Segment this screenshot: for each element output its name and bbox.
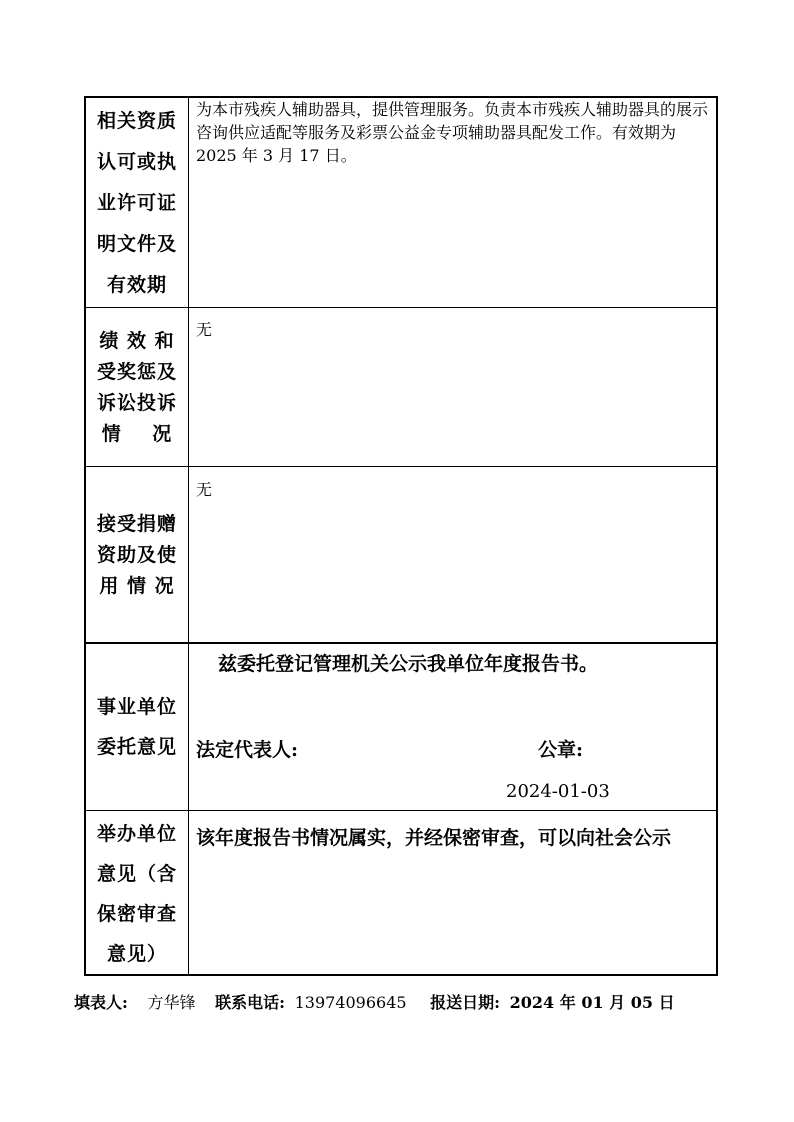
label-line: 资助及使 xyxy=(96,543,177,566)
label-line: 受奖惩及 xyxy=(96,360,177,383)
label-line: 明文件及 xyxy=(96,232,177,255)
performance-label xyxy=(86,308,188,467)
seal-label: 公章: xyxy=(538,739,584,761)
label-line: 意见（含 xyxy=(96,862,177,885)
sponsor-content: 该年度报告书情况属实，并经保密审查，可以向社会公示 xyxy=(196,827,672,849)
filler-name: 方华锋 xyxy=(147,993,196,1012)
entrust-label xyxy=(86,644,188,810)
label-line: 相关资质 xyxy=(96,109,177,132)
license-content: 为本市残疾人辅助器具，提供管理服务。负责本市残疾人辅助器具的展示咨询供应适配等服务及彩票公益金专项辅助器具配发工作。有效期为 2025 年 3 月 17 日。 xyxy=(196,100,709,165)
phone-number: 13974096645 xyxy=(294,993,407,1012)
performance-content: 无 xyxy=(196,320,213,339)
sponsor-label xyxy=(86,811,188,976)
filler-label: 填表人: xyxy=(74,993,128,1012)
submit-date: 2024 年 01 月 05 日 xyxy=(509,993,675,1012)
label-line: 诉讼投诉 xyxy=(96,391,177,414)
column-divider xyxy=(188,98,189,974)
entrust-date: 2024-01-03 xyxy=(506,781,610,802)
label-line: 有效期 xyxy=(106,273,167,296)
label-line: 业许可证 xyxy=(96,191,177,214)
report-table xyxy=(84,96,718,976)
label-line: 情 况 xyxy=(101,422,173,445)
label-line: 事业单位 xyxy=(96,696,177,718)
label-line: 委托意见 xyxy=(96,736,177,758)
donation-label xyxy=(86,467,188,643)
footer xyxy=(74,990,675,1013)
entrust-statement: 兹委托登记管理机关公示我单位年度报告书。 xyxy=(218,653,599,675)
license-label xyxy=(86,98,188,308)
date-label: 报送日期: xyxy=(430,993,501,1012)
label-line: 用 情 况 xyxy=(99,574,175,597)
phone-label: 联系电话: xyxy=(215,993,286,1012)
label-line: 举办单位 xyxy=(96,822,177,845)
legal-rep-label: 法定代表人: xyxy=(196,739,299,761)
label-line: 保密审查 xyxy=(96,902,177,925)
label-line: 绩 效 和 xyxy=(99,329,175,352)
label-line: 意见） xyxy=(106,942,167,965)
donation-content: 无 xyxy=(196,480,213,499)
label-line: 认可或执 xyxy=(96,150,177,173)
label-line: 接受捐赠 xyxy=(96,512,177,535)
